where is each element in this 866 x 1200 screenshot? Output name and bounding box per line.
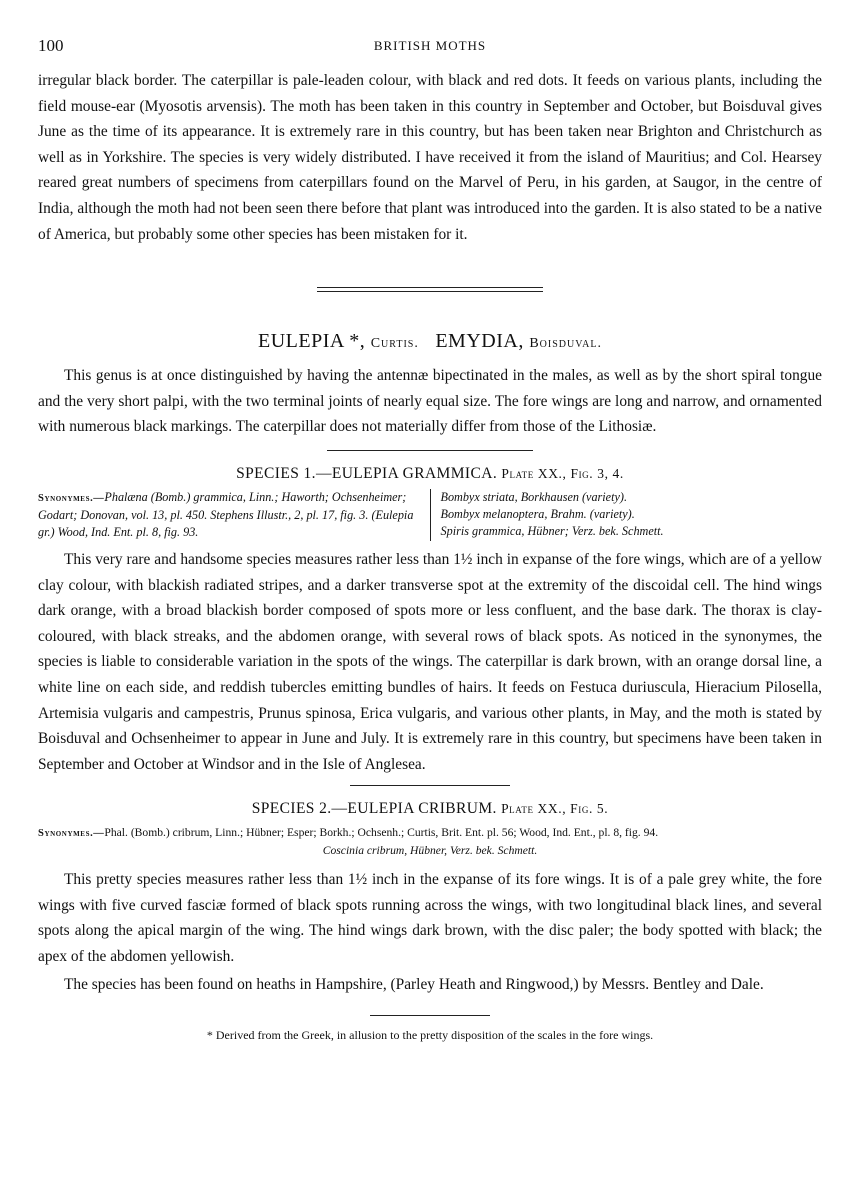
synonym-entry: Bombyx striata, Borkhausen (variety). <box>440 489 627 504</box>
genus-name: EULEPIA *, <box>257 330 366 353</box>
species-2-plate: Plate XX., Fig. 5. <box>501 801 609 817</box>
running-head <box>38 36 822 60</box>
genus-alt-name: EMYDIA, <box>435 330 524 353</box>
species-1-synonyms <box>38 489 822 541</box>
species-1-heading <box>38 465 822 483</box>
synonym-entry: Bombyx melanoptera, Brahm. (variety). <box>440 506 635 521</box>
species-1-title: SPECIES 1.—EULEPIA GRAMMICA. <box>236 464 498 482</box>
section-divider <box>317 287 543 292</box>
species-2-synonyms <box>38 824 822 842</box>
synonyms-text: Phal. (Bomb.) cribrum, Linn.; Hübner; Esper; Borkh.; Ochsenh.; Curtis, Brit. Ent. pl. 56; Wood, Ind. Ent., pl. 8, fig. 94. <box>104 826 659 840</box>
running-title: BRITISH MOTHS <box>373 38 487 53</box>
species-2-synonyms-line2: Coscinia cribrum, Hübner, Verz. bek. Schmett. <box>322 844 538 858</box>
footnote: * Derived from the Greek, in allusion to the pretty disposition of the scales in the fore wings. <box>206 1028 654 1043</box>
species-2-title: SPECIES 2.—EULEPIA CRIBRUM. <box>251 800 497 818</box>
synonyms-left-text: Phalæna (Bomb.) grammica, Linn.; Haworth; Ochsenheimer; Godart; Donovan, vol. 13, pl. 450. Stephens Illustr., 2, pl. 17, fig. 3. (Eulepia gr.) Wood, Ind. Ent. pl. 8, fig. 93. <box>38 489 414 539</box>
genus-heading <box>38 330 822 353</box>
species-divider <box>350 785 510 786</box>
species-2-description: This pretty species measures rather less than 1½ inch in the expanse of its fore wings. It is of a pale grey white, the fore wings with five curved fasciæ formed of black spots running across the wings, with two longitudinal black lines, and several spots along the apical margin of the wing. The hind wings dark brown, with the disc paler; the body spotted with black; the apex of the abdomen yellowish. <box>38 871 822 966</box>
genus-divider <box>327 450 533 451</box>
page-number: 100 <box>38 36 64 55</box>
genus-description: This genus is at once distinguished by having the antennæ bipectinated in the males, as well as by the short spiral tongue and the very short palpi, with the two terminal joints of nearly equal size. The fore wings are long and narrow, and ornamented with numerous black markings. The caterpillar does not materially differ from those of the Lithosiæ. <box>38 367 822 436</box>
synonyms-label: Synonymes.— <box>38 828 105 840</box>
species-1-synonyms-right <box>430 489 823 541</box>
species-1-synonyms-left <box>38 489 420 541</box>
species-1-plate: Plate XX., Fig. 3, 4. <box>501 465 624 481</box>
book-page <box>38 36 822 1043</box>
continuation-paragraph: irregular black border. The caterpillar is pale-leaden colour, with black and red dots. It feeds on various plants, including the field mouse-ear (Myosotis arvensis). The moth has been taken in this country in September and October, but Boisduval gives June as the time of its appearance. It is extremely rare in this country, but has been taken near Brighton and Christchurch as well as in Yorkshire. The species is very widely distributed. I have received it from the island of Mauritius; and Col. Hearsey reared great numbers of specimens from caterpillars found on the Marvel of Peru, in his garden, at Saugor, in the centre of India, although the moth had not been seen there before that plant was introduced into the garden. It is also stated to be a native of America, but probably some other species has been mistaken for it. <box>38 72 822 243</box>
species-1-description: This very rare and handsome species measures rather less than 1½ inch in expanse of the fore wings, which are of a yellow clay colour, with blackish radiated stripes, and a darker transverse spot at the extremity of the discoidal cell. The hind wings dark orange, with a broad blackish border composed of spots more or less confluent, and the base dark. The thorax is clay-coloured, with black streaks, and the abdomen orange, with several rows of black spots. As noticed in the synonymes, the species is liable to considerable variation in the spots of the wings. The caterpillar is dark brown, with an orange dorsal line, a white line on each side, and reddish tubercles emitting bundles of hairs. It feeds on Festuca duriuscula, Hieracium Pilosella, Artemisia vulgaris and campestris, Prunus spinosa, Erica vulgaris, and various other plants, in May, and the moth is stated by Boisduval and Ochsenheimer to appear in June and July. It is extremely rare in this country, but specimens have been taken in September and October at Windsor and in the Isle of Anglesea. <box>38 550 822 773</box>
footnote-divider <box>370 1015 490 1016</box>
genus-author: Curtis. <box>370 336 419 352</box>
species-2-heading <box>38 800 822 818</box>
synonyms-label: Synonymes.— <box>38 492 105 504</box>
species-2-habitat: The species has been found on heaths in Hampshire, (Parley Heath and Ringwood,) by Messrs. Bentley and Dale. <box>64 975 764 993</box>
genus-alt-author: Boisduval. <box>529 336 603 352</box>
synonym-entry: Spiris grammica, Hübner; Verz. bek. Schmett. <box>440 523 664 538</box>
